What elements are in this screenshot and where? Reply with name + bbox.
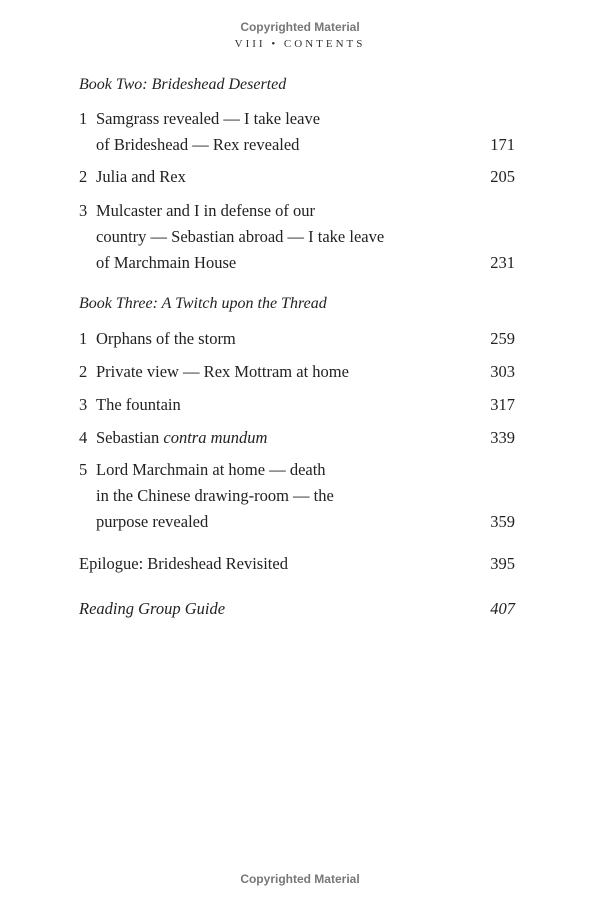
chapter-title-line: Private view — Rex Mottram at home: [96, 362, 349, 381]
page-ref: 171: [490, 135, 515, 154]
chapter-number: 2: [79, 362, 88, 381]
page-ref: 317: [490, 395, 515, 414]
chapter-title-line: Samgrass revealed — I take leave: [96, 109, 321, 128]
chapter-number: 3: [79, 395, 88, 414]
toc-entry: [79, 326, 515, 352]
toc-entry: [79, 106, 515, 158]
page-ref: 407: [490, 599, 515, 618]
chapter-title-line: Mulcaster and I in defense of our: [96, 201, 316, 220]
copyright-watermark-bottom: Copyrighted Material: [240, 872, 360, 886]
page-ref: 339: [490, 428, 515, 447]
chapter-title-line: Julia and Rex: [96, 167, 186, 186]
page-ref: 359: [490, 512, 515, 531]
chapter-title-line: of Brideshead — Rex revealed: [96, 135, 300, 154]
chapter-number: 1: [79, 329, 88, 348]
toc-entry: [79, 392, 515, 418]
running-header: [0, 38, 600, 50]
chapter-number: 3: [79, 201, 88, 220]
toc-entry: [79, 198, 515, 276]
bullet: •: [271, 38, 279, 50]
epilogue-title: Epilogue: Brideshead Revisited: [79, 554, 288, 573]
chapter-title-line: Lord Marchmain at home — death: [96, 460, 326, 479]
chapter-number: 4: [79, 428, 88, 447]
chapter-title-line: The fountain: [96, 395, 181, 414]
page-number: VIII: [234, 38, 266, 50]
page-ref: 259: [490, 329, 515, 348]
chapter-title-line: Orphans of the storm: [96, 329, 236, 348]
section-title-book-two: Book Two: Brideshead Deserted: [79, 76, 287, 93]
toc-entry-guide: [79, 596, 515, 622]
toc-entry: [79, 164, 515, 190]
guide-title: Reading Group Guide: [79, 599, 226, 618]
running-title: CONTENTS: [283, 38, 366, 50]
chapter-number: 1: [79, 109, 88, 128]
chapter-title-line: Sebastian contra mundum: [96, 428, 268, 447]
page-ref: 303: [490, 362, 515, 381]
page-ref: 205: [490, 167, 515, 186]
chapter-title-line: country — Sebastian abroad — I take leave: [96, 227, 385, 246]
copyright-watermark-top: Copyrighted Material: [240, 20, 360, 34]
chapter-number: 5: [79, 460, 88, 479]
toc-entry: [79, 359, 515, 385]
section-title-book-three: Book Three: A Twitch upon the Thread: [79, 295, 327, 312]
page-ref: 395: [490, 554, 515, 573]
chapter-title-line: in the Chinese drawing-room — the: [96, 486, 334, 505]
chapter-number: 2: [79, 167, 88, 186]
chapter-title-line: of Marchmain House: [96, 253, 237, 272]
page-ref: 231: [490, 253, 515, 272]
toc-entry: [79, 457, 515, 535]
toc-entry: [79, 425, 515, 451]
toc-entry-epilogue: [79, 551, 515, 577]
chapter-title-line: purpose revealed: [96, 512, 209, 531]
